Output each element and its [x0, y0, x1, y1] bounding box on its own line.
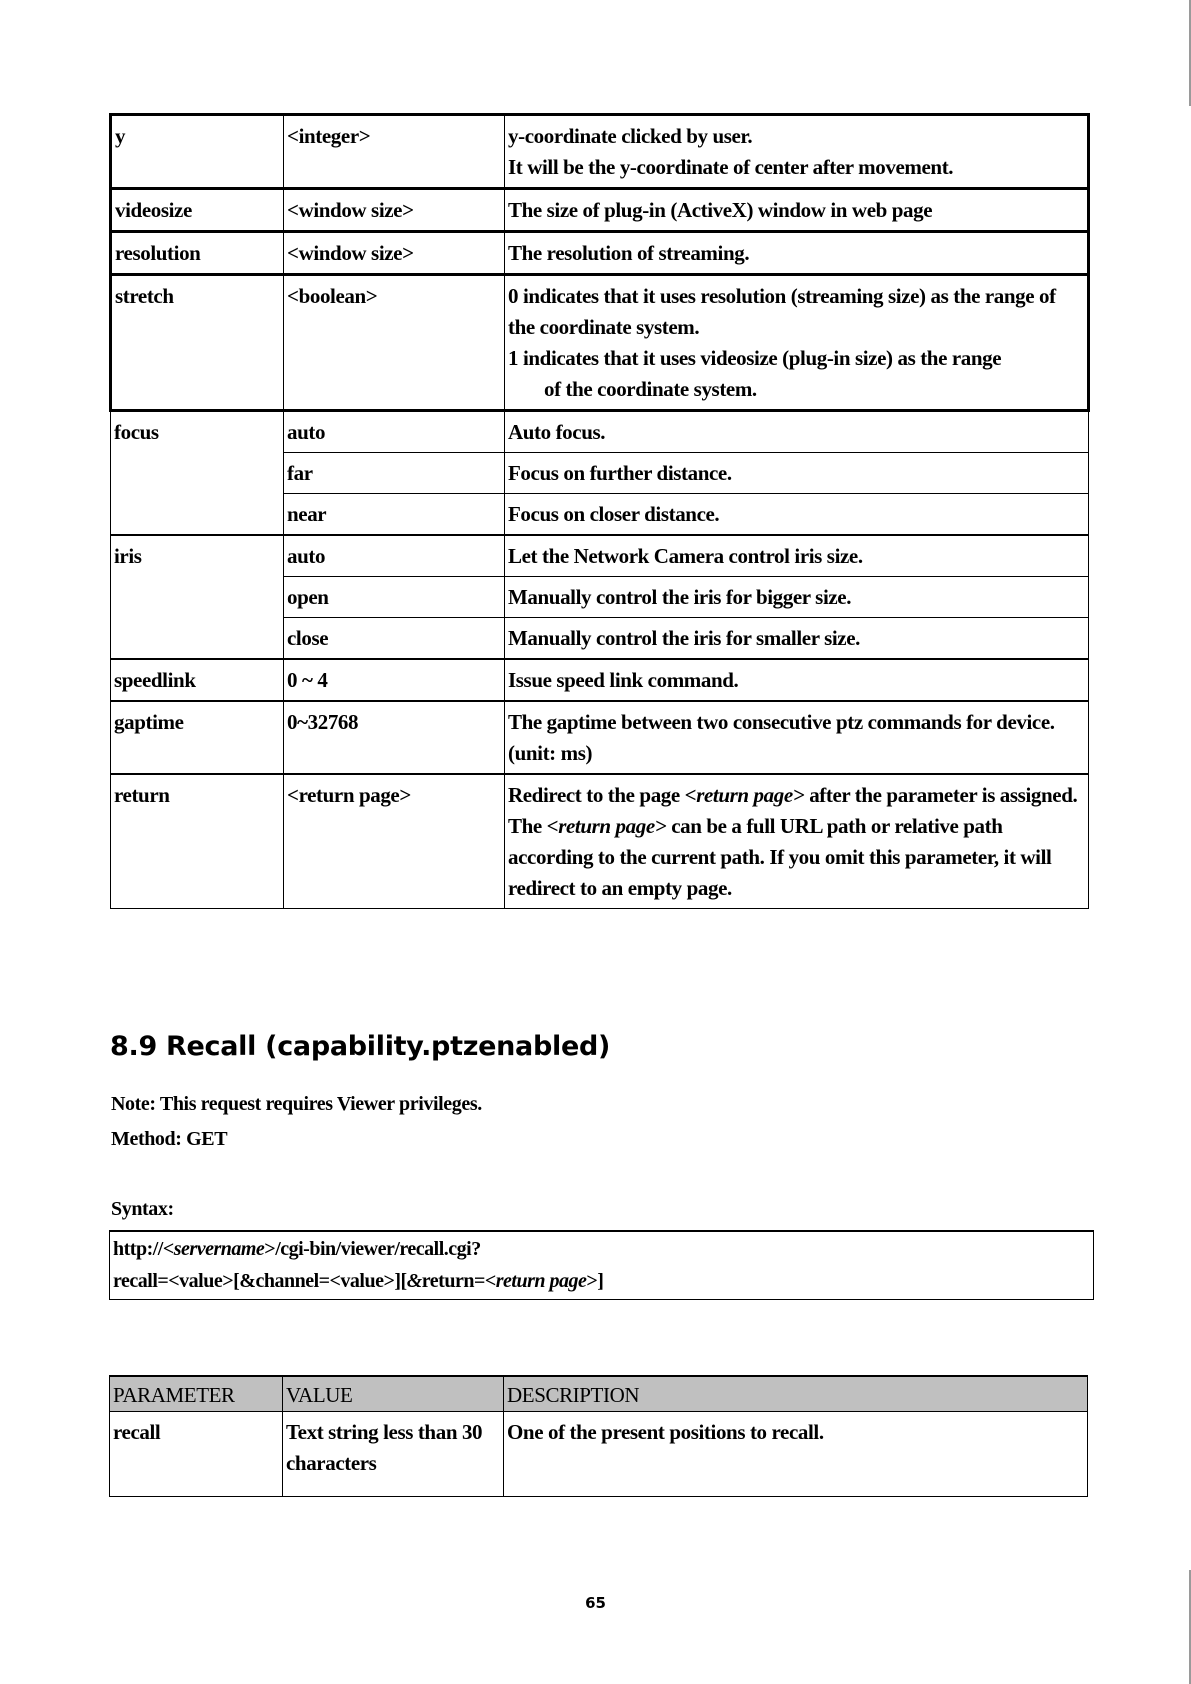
- table-row: [111, 411, 1089, 453]
- table-row: [111, 659, 1089, 701]
- syntax-text: recall=<value>[&channel=<value>][: [113, 1270, 407, 1292]
- param-description: [505, 774, 1089, 909]
- table-row: [110, 1412, 1088, 1497]
- param-value: Text string less than 30 characters: [283, 1412, 504, 1497]
- table-header-row: [110, 1376, 1088, 1412]
- return-page-placeholder: <return page>: [546, 814, 667, 838]
- param-name: focus: [111, 411, 284, 536]
- param-description: Manually control the iris for bigger size.: [505, 577, 1089, 618]
- param-name: speedlink: [111, 659, 284, 701]
- syntax-text: >/cgi-bin/viewer/recall.cgi?: [264, 1238, 481, 1260]
- param-description: Focus on closer distance.: [505, 494, 1089, 536]
- table-row: [111, 115, 1089, 189]
- param-description: The gaptime between two consecutive ptz commands for device. (unit: ms): [505, 701, 1089, 774]
- param-value: <window size>: [284, 189, 505, 232]
- param-description: One of the present positions to recall.: [504, 1412, 1088, 1497]
- param-value: <boolean>: [284, 275, 505, 411]
- table-row: [111, 189, 1089, 232]
- param-name: y: [111, 115, 284, 189]
- param-description: Focus on further distance.: [505, 453, 1089, 494]
- heavy-bordered-rows: [111, 115, 1089, 189]
- table-row: [111, 774, 1089, 909]
- heavy-bordered-rows: [111, 232, 1089, 275]
- privilege-note: Note: This request requires Viewer privileges.: [111, 1093, 482, 1115]
- table-row: [111, 232, 1089, 275]
- column-header: PARAMETER: [110, 1376, 283, 1412]
- description-text: can be a full URL path or relative path according to the current path. If you omit this parameter, it will redirect to an empty page.: [508, 814, 1052, 900]
- syntax-line: [113, 1233, 1089, 1265]
- syntax-text: >]: [586, 1270, 604, 1292]
- param-name: gaptime: [111, 701, 284, 774]
- page-number: 65: [585, 1594, 606, 1612]
- param-value: near: [284, 494, 505, 536]
- param-description: The size of plug-in (ActiveX) window in web page: [505, 189, 1089, 232]
- param-value: auto: [284, 411, 505, 453]
- param-value: 0 ~ 4: [284, 659, 505, 701]
- return-page-placeholder: <return page>: [684, 783, 805, 807]
- param-name: return: [111, 774, 284, 909]
- param-value: far: [284, 453, 505, 494]
- param-description: [505, 275, 1089, 411]
- param-name: resolution: [111, 232, 284, 275]
- description-line: of the coordinate system.: [544, 377, 757, 401]
- param-description: The resolution of streaming.: [505, 232, 1089, 275]
- param-value: auto: [284, 535, 505, 577]
- column-header: VALUE: [283, 1376, 504, 1412]
- syntax-box: [109, 1230, 1094, 1300]
- syntax-placeholder: return page: [495, 1270, 587, 1292]
- param-value: close: [284, 618, 505, 660]
- heavy-bordered-rows: [111, 275, 1089, 411]
- syntax-label: Syntax:: [111, 1198, 174, 1220]
- syntax-line: [113, 1265, 1089, 1297]
- syntax-placeholder: &: [406, 1270, 422, 1292]
- param-description: Manually control the iris for smaller size.: [505, 618, 1089, 660]
- param-description: [505, 115, 1089, 189]
- param-value: <return page>: [284, 774, 505, 909]
- heavy-bordered-rows: [111, 189, 1089, 232]
- table-row: [111, 701, 1089, 774]
- http-method: Method: GET: [111, 1128, 228, 1150]
- description-text: after the parameter is assigned. The: [508, 783, 1078, 838]
- param-name: recall: [110, 1412, 283, 1497]
- param-name: videosize: [111, 189, 284, 232]
- syntax-text: return=<: [421, 1270, 496, 1292]
- description-line: 1 indicates that it uses videosize (plug-in size) as the range: [508, 346, 1002, 370]
- param-value: 0~32768: [284, 701, 505, 774]
- column-header: DESCRIPTION: [504, 1376, 1088, 1412]
- param-name: iris: [111, 535, 284, 659]
- recall-parameter-table: [109, 1375, 1088, 1497]
- param-description: Issue speed link command.: [505, 659, 1089, 701]
- parameter-table-continued: [109, 113, 1090, 909]
- param-value: <window size>: [284, 232, 505, 275]
- param-description: Auto focus.: [505, 411, 1089, 453]
- param-value: open: [284, 577, 505, 618]
- section-heading: 8.9 Recall (capability.ptzenabled): [110, 1031, 611, 1062]
- table-row: [111, 275, 1089, 411]
- param-description: Let the Network Camera control iris size.: [505, 535, 1089, 577]
- syntax-text: http://<: [113, 1238, 174, 1260]
- description-line: y-coordinate clicked by user.: [508, 124, 753, 148]
- description-line: 0 indicates that it uses resolution (streaming size) as the range of the coordinate system.: [508, 284, 1056, 339]
- syntax-placeholder: servername: [173, 1238, 265, 1260]
- table-row: [111, 535, 1089, 577]
- description-line: It will be the y-coordinate of center after movement.: [508, 155, 954, 179]
- param-name: stretch: [111, 275, 284, 411]
- param-value: <integer>: [284, 115, 505, 189]
- description-text: Redirect to the page: [508, 783, 685, 807]
- regular-rows: [111, 411, 1089, 909]
